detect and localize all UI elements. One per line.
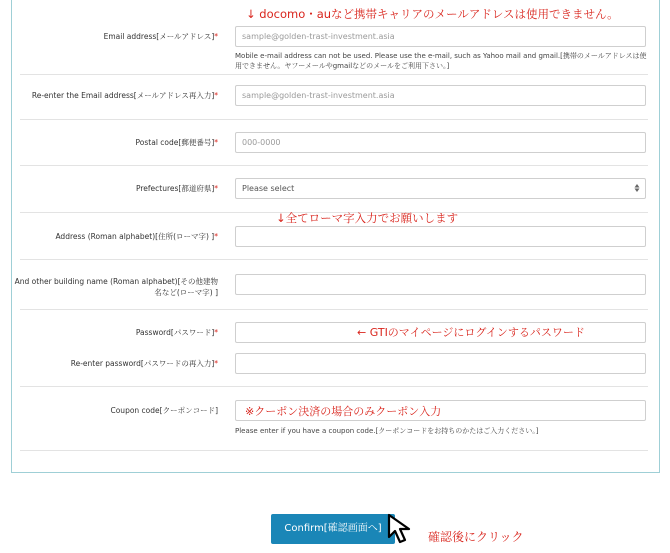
row-divider xyxy=(20,119,648,120)
password-confirm-field[interactable] xyxy=(235,353,646,374)
select-arrows-icon xyxy=(634,181,640,197)
building-field[interactable] xyxy=(235,274,646,295)
row-divider xyxy=(20,450,648,451)
address-field[interactable] xyxy=(235,226,646,247)
row-divider xyxy=(20,309,648,310)
row-divider xyxy=(20,386,648,387)
row-divider xyxy=(20,165,648,166)
postal-code-label: Postal code[郵便番号]* xyxy=(135,138,218,147)
row-divider xyxy=(20,259,648,260)
coupon-help-text: Please enter if you have a coupon code.[クーポンコードをお持ちのかたはご入力ください。] xyxy=(235,427,539,435)
email-help-text: Mobile e-mail address can not be used. Please use the e-mail, such as Yahoo mail and gmail.[携帯のメールアドレスは使用できません。ヤフーメールやgmailなどのメールをご利用下さい。] xyxy=(235,52,647,70)
row-divider xyxy=(20,74,648,75)
coupon-annotation: ※クーポン決済の場合のみクーポン入力 xyxy=(245,405,442,418)
password-annotation: ← GTIのマイページにログインするパスワード xyxy=(357,326,585,339)
address-annotation: ↓全てローマ字入力でお願いします xyxy=(276,211,459,225)
email-field[interactable]: sample@golden-trast-investment.asia xyxy=(235,26,646,47)
prefecture-select[interactable] xyxy=(235,178,646,199)
email-confirm-label: Re-enter the Email address[メールアドレス再入力]* xyxy=(31,91,218,100)
postal-code-field[interactable]: 000-0000 xyxy=(235,132,646,153)
building-label: And other building name (Roman alphabet)[その他建物 名など(ローマ字) ] xyxy=(14,277,218,297)
confirm-annotation: 確認後にクリック xyxy=(428,530,524,544)
password-confirm-label: Re-enter password[パスワードの再入力]* xyxy=(70,359,218,368)
email-label: Email address[メールアドレス]* xyxy=(103,32,218,41)
prefecture-selected-value: Please select xyxy=(242,184,295,193)
address-label: Address (Roman alphabet)[住所(ローマ字) ]* xyxy=(55,232,218,241)
arrow-cursor-icon xyxy=(385,511,423,547)
confirm-button[interactable]: Confirm[確認画面へ] xyxy=(271,514,395,544)
prefecture-label: Prefectures[都道府県]* xyxy=(135,184,218,193)
coupon-code-label: Coupon code[クーポンコード] xyxy=(110,406,218,415)
email-confirm-field[interactable]: sample@golden-trast-investment.asia xyxy=(235,85,646,106)
email-annotation: ↓ docomo・auなど携帯キャリアのメールアドレスは使用できません。 xyxy=(246,7,619,21)
password-label: Password[パスワード]* xyxy=(135,328,218,337)
